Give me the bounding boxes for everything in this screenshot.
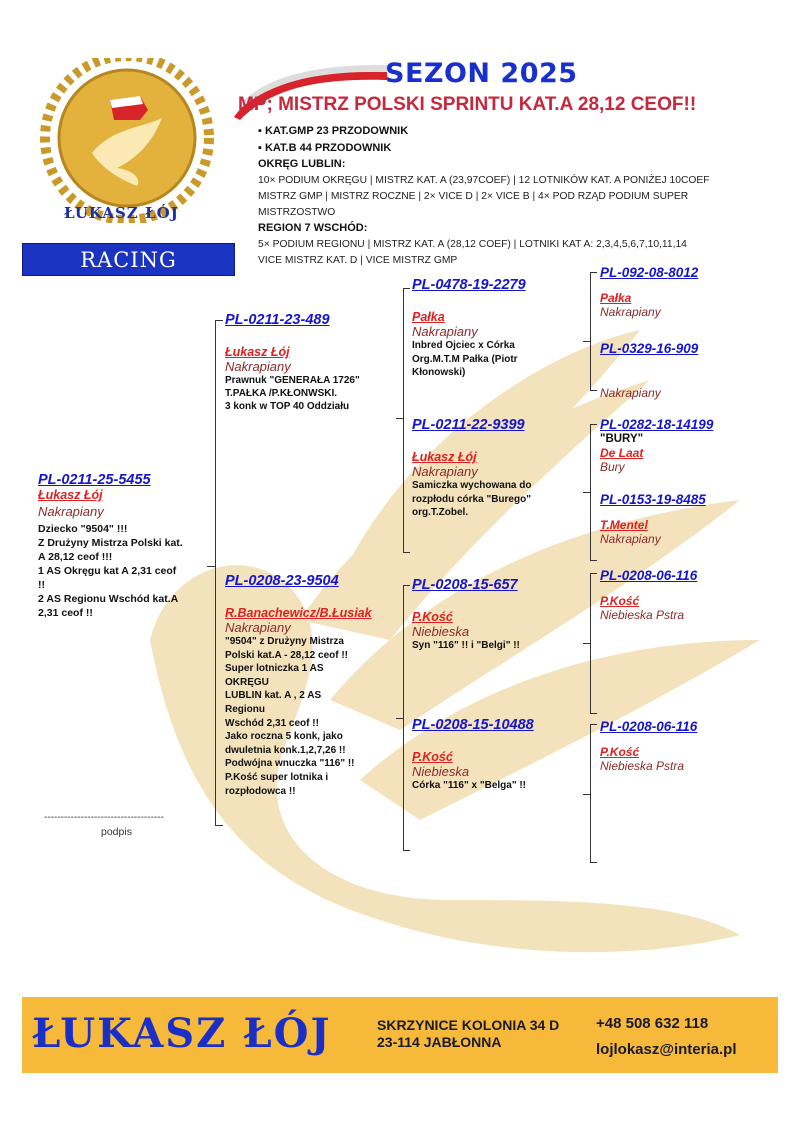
note: rozpłodowca !! bbox=[225, 785, 296, 797]
great-grandparent-card bbox=[600, 568, 697, 622]
pigeon-id[interactable]: PL-0208-15-657 bbox=[412, 577, 518, 593]
nickname: "BURY" bbox=[600, 433, 644, 445]
color: Niebieska Pstra bbox=[600, 759, 685, 773]
pigeon-id[interactable]: PL-0211-23-489 bbox=[225, 312, 330, 328]
note: A 28,12 ceof !!! bbox=[38, 551, 113, 563]
signature-line: ------------------------------------ bbox=[44, 812, 164, 823]
owner: De Laat bbox=[600, 446, 644, 460]
grandparent-card bbox=[412, 577, 587, 653]
note: Inbred Ojciec x Córka bbox=[412, 340, 515, 351]
note: P.Kość super lotnika i bbox=[225, 771, 329, 783]
owner: Łukasz Łój bbox=[412, 450, 477, 464]
okreg-line: MISTRZ GMP | MISTRZ ROCZNE | 2× VICE D | 2× VICE B | 4× POD RZĄD PODIUM SUPER bbox=[258, 191, 689, 202]
note: Córka "116" x "Belga" !! bbox=[412, 780, 527, 791]
subject-card bbox=[38, 472, 208, 620]
bracket-line bbox=[590, 713, 597, 714]
great-grandparent-card bbox=[600, 417, 713, 474]
color: Nakrapiany bbox=[412, 324, 478, 339]
great-grandparent-card bbox=[600, 265, 698, 319]
sire-card bbox=[225, 312, 400, 413]
note: 2 AS Regionu Wschód kat.A bbox=[38, 593, 179, 605]
footer-address-line1: SKRZYNICE KOLONIA 34 D bbox=[377, 1017, 560, 1033]
pigeon-id[interactable]: PL-0211-25-5455 bbox=[38, 472, 151, 488]
note: dwuletnia konk.1,2,7,26 !! bbox=[225, 744, 346, 756]
okreg-line: MISTRZOSTWO bbox=[258, 207, 336, 218]
region-line: 5× PODIUM REGIONU | MISTRZ KAT. A (28,12 COEF) | LOTNIKI KAT A: 2,3,4,5,6,7,10,11,14 bbox=[258, 239, 687, 250]
bracket-line bbox=[590, 424, 597, 425]
pigeon-id[interactable]: PL-0329-16-909 bbox=[600, 341, 699, 356]
bracket-line bbox=[590, 424, 591, 560]
color: Bury bbox=[600, 460, 625, 474]
color: Nakrapiany bbox=[225, 620, 291, 635]
bracket-line bbox=[590, 272, 597, 273]
owner: Łukasz Łój bbox=[38, 488, 103, 502]
footer-email[interactable]: lojlokasz@interia.pl bbox=[596, 1041, 737, 1058]
bracket-line bbox=[583, 794, 590, 795]
headline: MP; MISTRZ POLSKI SPRINTU KAT.A 28,12 CEOF!! bbox=[238, 94, 697, 115]
bracket-line bbox=[590, 724, 591, 862]
bracket-line bbox=[396, 418, 403, 419]
region-line: VICE MISTRZ KAT. D | VICE MISTRZ GMP bbox=[258, 255, 458, 266]
note: Dziecko "9504" !!! bbox=[38, 523, 128, 535]
logo-name: ŁUKASZ ŁÓJ bbox=[64, 204, 179, 222]
note: 3 konk w TOP 40 Oddziału bbox=[225, 401, 350, 412]
note: OKRĘGU bbox=[225, 676, 269, 688]
pigeon-id[interactable]: PL-0282-18-14199 bbox=[600, 417, 714, 432]
color: Nakrapiany bbox=[600, 532, 661, 546]
owner: P.Kość bbox=[412, 750, 453, 764]
note: Org.M.T.M Pałka (Piotr bbox=[412, 353, 518, 365]
bullet-b: ▪ KAT.B 44 PRZODOWNIK bbox=[258, 142, 392, 154]
owner: Pałka bbox=[412, 310, 445, 324]
logo bbox=[22, 58, 237, 305]
great-grandparent-card bbox=[600, 492, 706, 546]
note: Super lotniczka 1 AS bbox=[225, 663, 324, 675]
owner: P.Kość bbox=[412, 610, 453, 624]
note: LUBLIN kat. A , 2 AS bbox=[225, 690, 322, 702]
note: Z Drużyny Mistrza Polski kat. bbox=[38, 537, 183, 549]
owner: P.Kość bbox=[600, 594, 640, 608]
grandparent-card bbox=[412, 277, 587, 380]
bracket-line bbox=[215, 320, 216, 826]
note: Podwójna wnuczka "116" !! bbox=[225, 758, 355, 770]
bracket-line bbox=[590, 862, 597, 863]
note: Samiczka wychowana do bbox=[412, 480, 532, 491]
note: "9504" z Drużyny Mistrza bbox=[225, 636, 344, 647]
color: Nakrapiany bbox=[412, 464, 478, 479]
note: Wschód 2,31 ceof !! bbox=[225, 717, 319, 729]
color: Niebieska bbox=[412, 624, 470, 639]
bracket-line bbox=[590, 272, 591, 390]
bracket-line bbox=[590, 573, 597, 574]
grandparent-card bbox=[412, 717, 587, 793]
pigeon-id[interactable]: PL-0208-06-116 bbox=[600, 719, 698, 734]
owner: Pałka bbox=[600, 291, 632, 305]
pigeon-id[interactable]: PL-0208-06-116 bbox=[600, 568, 698, 583]
color: Niebieska bbox=[412, 764, 470, 779]
note: Syn "116" !! i "Belgi" !! bbox=[412, 640, 520, 651]
pigeon-id[interactable]: PL-0478-19-2279 bbox=[412, 277, 526, 293]
bullet-text: KAT.GMP 23 PRZODOWNIK bbox=[264, 125, 409, 137]
owner: T.Mentel bbox=[600, 518, 648, 532]
signature-label: podpis bbox=[101, 826, 132, 838]
footer-address-line2: 23-114 JABŁONNA bbox=[377, 1034, 502, 1050]
owner: P.Kość bbox=[600, 745, 640, 759]
logo-banner: RACING PIGEONS bbox=[22, 243, 235, 276]
note: org.T.Zobel. bbox=[412, 507, 469, 518]
pigeon-id[interactable]: PL-0208-23-9504 bbox=[225, 573, 339, 589]
note: Prawnuk "GENERAŁA 1726" bbox=[225, 375, 360, 386]
dam-card bbox=[225, 573, 400, 798]
region-title: REGION 7 WSCHÓD: bbox=[258, 222, 368, 234]
pigeon-id[interactable]: PL-0211-22-9399 bbox=[412, 417, 525, 433]
pigeon-id[interactable]: PL-0208-15-10488 bbox=[412, 717, 534, 733]
bracket-line bbox=[403, 585, 410, 586]
bracket-line bbox=[403, 850, 410, 851]
bracket-line bbox=[590, 560, 597, 561]
note: 2,31 ceof !! bbox=[38, 607, 93, 619]
color: Niebieska Pstra bbox=[600, 608, 685, 622]
note: T.PAŁKA /P.KŁONWSKI. bbox=[225, 388, 338, 399]
footer-phone[interactable]: +48 508 632 118 bbox=[596, 1015, 709, 1032]
note: Jako roczna 5 konk, jako bbox=[225, 731, 343, 743]
okreg-title: OKRĘG LUBLIN: bbox=[258, 158, 346, 170]
bracket-line bbox=[590, 573, 591, 713]
grandparent-card bbox=[412, 417, 587, 520]
bracket-line bbox=[590, 390, 597, 391]
note: Polski kat.A - 28,12 ceof !! bbox=[225, 649, 349, 661]
bullet-text: KAT.B 44 PRZODOWNIK bbox=[264, 142, 392, 154]
bracket-line bbox=[207, 566, 215, 567]
bullet-gmp: ▪ KAT.GMP 23 PRZODOWNIK bbox=[258, 125, 409, 137]
great-grandparent-card bbox=[600, 719, 697, 773]
color: Nakrapiany bbox=[38, 504, 104, 519]
note: !! bbox=[38, 579, 45, 591]
note: Kłonowski) bbox=[412, 367, 466, 378]
note: 1 AS Okręgu kat A 2,31 ceof bbox=[38, 565, 177, 577]
bracket-line bbox=[403, 288, 410, 289]
color: Nakrapiany bbox=[600, 305, 661, 319]
note: Regionu bbox=[225, 703, 265, 715]
great-grandparent-card bbox=[600, 341, 698, 400]
note: rozpłodu córka "Burego" bbox=[412, 493, 531, 505]
okreg-line: 10× PODIUM OKRĘGU | MISTRZ KAT. A (23,97COEF) | 12 LOTNIKÓW KAT. A PONIŻEJ 10COEF bbox=[258, 175, 710, 186]
bracket-line bbox=[403, 552, 410, 553]
owner: Łukasz Łój bbox=[225, 345, 290, 359]
pigeon-id[interactable]: PL-0153-19-8485 bbox=[600, 492, 706, 507]
color: Nakrapiany bbox=[600, 386, 661, 400]
bracket-line bbox=[215, 320, 223, 321]
bracket-line bbox=[403, 585, 404, 850]
bracket-line bbox=[590, 724, 597, 725]
color: Nakrapiany bbox=[225, 359, 291, 374]
bracket-line bbox=[403, 288, 404, 552]
season-title: SEZON 2025 bbox=[385, 58, 578, 89]
logo-emblem-icon bbox=[22, 58, 237, 223]
pigeon-id[interactable]: PL-092-08-8012 bbox=[600, 265, 699, 280]
footer-name: ŁUKASZ ŁÓJ bbox=[32, 1010, 332, 1057]
bracket-line bbox=[215, 825, 223, 826]
owner: R.Banachewicz/B.Łusiak bbox=[225, 606, 372, 620]
